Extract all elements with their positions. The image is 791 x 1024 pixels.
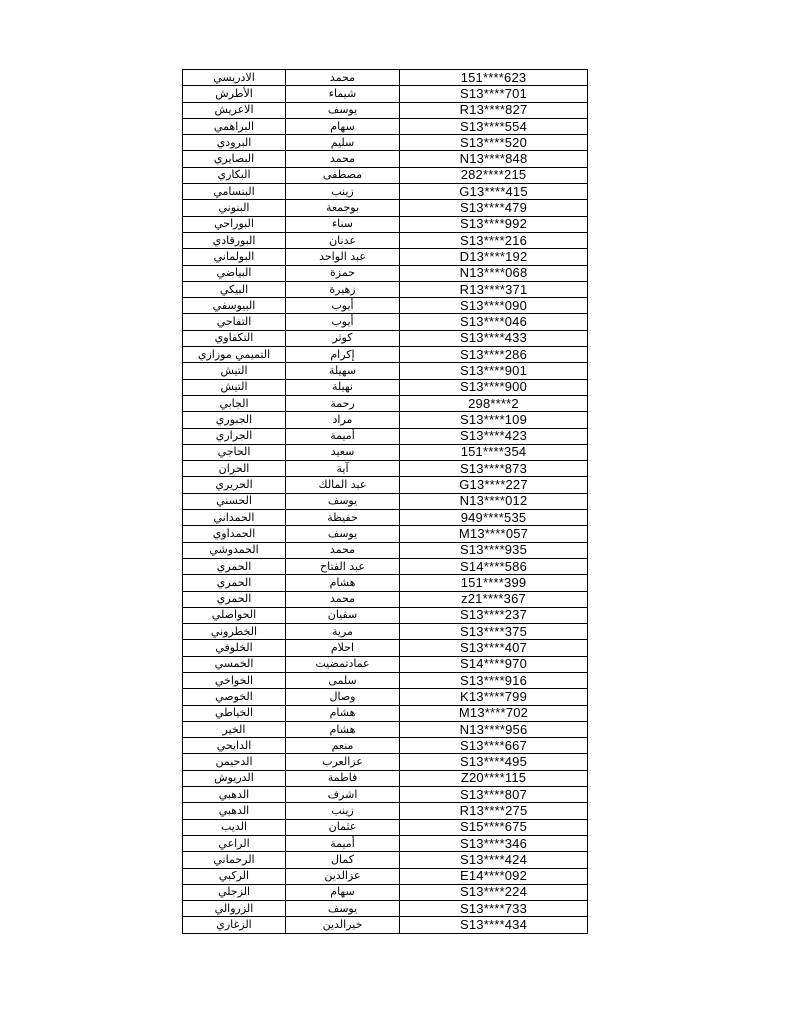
first-name-cell: سلمى: [286, 672, 400, 688]
first-name-cell: يوسف: [286, 901, 400, 917]
table-row: [183, 672, 588, 688]
table-row: [183, 689, 588, 705]
first-name-cell: هشام: [286, 721, 400, 737]
last-name-cell: البورقادي: [183, 232, 286, 248]
last-name-cell: الحمري: [183, 575, 286, 591]
last-name-cell: الدحيمن: [183, 754, 286, 770]
last-name-cell: الجبوري: [183, 412, 286, 428]
first-name-cell: هشام: [286, 705, 400, 721]
first-name-cell: وصال: [286, 689, 400, 705]
last-name-cell: الحمداني: [183, 510, 286, 526]
first-name-cell: يوسف: [286, 493, 400, 509]
id-number-cell: S13****237: [400, 607, 588, 623]
id-number-cell: 282****215: [400, 167, 588, 183]
id-number-cell: E14****092: [400, 868, 588, 884]
table-row: [183, 852, 588, 868]
first-name-cell: فاطمة: [286, 770, 400, 786]
id-number-cell: 298****2: [400, 395, 588, 411]
id-number-cell: S13****479: [400, 200, 588, 216]
table-row: [183, 379, 588, 395]
last-name-cell: البنسامي: [183, 184, 286, 200]
table-row: [183, 526, 588, 542]
first-name-cell: إكرام: [286, 347, 400, 363]
table-row: [183, 428, 588, 444]
last-name-cell: التفاحي: [183, 314, 286, 330]
table-row: [183, 167, 588, 183]
last-name-cell: الحواصلي: [183, 607, 286, 623]
id-number-cell: 151****623: [400, 70, 588, 86]
table-row: [183, 135, 588, 151]
id-number-cell: S13****046: [400, 314, 588, 330]
table-row: [183, 493, 588, 509]
first-name-cell: محمد: [286, 151, 400, 167]
table-row: [183, 558, 588, 574]
table-row: [183, 232, 588, 248]
last-name-cell: الرحماني: [183, 852, 286, 868]
id-number-cell: N13****068: [400, 265, 588, 281]
table-row: [183, 607, 588, 623]
id-number-cell: N13****848: [400, 151, 588, 167]
table-row: [183, 542, 588, 558]
id-number-cell: S13****286: [400, 347, 588, 363]
table-row: [183, 363, 588, 379]
last-name-cell: الحمري: [183, 558, 286, 574]
first-name-cell: منعم: [286, 738, 400, 754]
first-name-cell: محمد: [286, 591, 400, 607]
table-row: [183, 624, 588, 640]
last-name-cell: التيش: [183, 379, 286, 395]
id-number-cell: S13****992: [400, 216, 588, 232]
last-name-cell: الدريوش: [183, 770, 286, 786]
last-name-cell: الحران: [183, 461, 286, 477]
first-name-cell: سهام: [286, 118, 400, 134]
table-row: [183, 298, 588, 314]
table-row: [183, 803, 588, 819]
table-body: [183, 70, 588, 934]
id-number-cell: S13****873: [400, 461, 588, 477]
id-number-cell: S13****407: [400, 640, 588, 656]
table-row: [183, 901, 588, 917]
first-name-cell: مراد: [286, 412, 400, 428]
last-name-cell: البيوسفي: [183, 298, 286, 314]
first-name-cell: نهيلة: [286, 379, 400, 395]
last-name-cell: البيكي: [183, 281, 286, 297]
table-row: [183, 395, 588, 411]
last-name-cell: الحمداوي: [183, 526, 286, 542]
id-number-cell: S13****733: [400, 901, 588, 917]
first-name-cell: عمادتمضيت: [286, 656, 400, 672]
id-number-cell: K13****799: [400, 689, 588, 705]
last-name-cell: الحسني: [183, 493, 286, 509]
id-number-cell: N13****956: [400, 721, 588, 737]
table-row: [183, 656, 588, 672]
id-number-cell: S13****701: [400, 86, 588, 102]
first-name-cell: آية: [286, 461, 400, 477]
id-number-cell: R13****275: [400, 803, 588, 819]
table-row: [183, 281, 588, 297]
last-name-cell: البنوني: [183, 200, 286, 216]
id-number-cell: R13****371: [400, 281, 588, 297]
first-name-cell: عبد المالك: [286, 477, 400, 493]
first-name-cell: اشرف: [286, 787, 400, 803]
id-number-cell: S13****090: [400, 298, 588, 314]
first-name-cell: سليم: [286, 135, 400, 151]
id-number-cell: S13****109: [400, 412, 588, 428]
first-name-cell: عبد الواحد: [286, 249, 400, 265]
table-row: [183, 917, 588, 933]
first-name-cell: حمزة: [286, 265, 400, 281]
id-number-cell: S15****675: [400, 819, 588, 835]
id-number-cell: 949****535: [400, 510, 588, 526]
table-row: [183, 265, 588, 281]
last-name-cell: الحريري: [183, 477, 286, 493]
table-row: [183, 477, 588, 493]
id-number-cell: S13****423: [400, 428, 588, 444]
last-name-cell: الأطرش: [183, 86, 286, 102]
table-row: [183, 200, 588, 216]
id-number-cell: R13****827: [400, 102, 588, 118]
first-name-cell: مرية: [286, 624, 400, 640]
last-name-cell: البصايري: [183, 151, 286, 167]
last-name-cell: الخواخي: [183, 672, 286, 688]
last-name-cell: التيش: [183, 363, 286, 379]
last-name-cell: التكفاوي: [183, 330, 286, 346]
last-name-cell: البرودي: [183, 135, 286, 151]
id-number-cell: S13****667: [400, 738, 588, 754]
id-number-cell: N13****012: [400, 493, 588, 509]
last-name-cell: البياضي: [183, 265, 286, 281]
id-number-cell: S13****495: [400, 754, 588, 770]
first-name-cell: سفيان: [286, 607, 400, 623]
first-name-cell: محمد: [286, 70, 400, 86]
table-row: [183, 591, 588, 607]
id-number-cell: S14****970: [400, 656, 588, 672]
id-number-cell: S13****901: [400, 363, 588, 379]
first-name-cell: أميمة: [286, 428, 400, 444]
table-row: [183, 868, 588, 884]
id-number-cell: 151****354: [400, 444, 588, 460]
table-row: [183, 216, 588, 232]
id-number-cell: S13****424: [400, 852, 588, 868]
id-number-cell: S13****935: [400, 542, 588, 558]
last-name-cell: الدايحي: [183, 738, 286, 754]
table-row: [183, 102, 588, 118]
last-name-cell: الحاجي: [183, 444, 286, 460]
table-row: [183, 330, 588, 346]
last-name-cell: الزغاري: [183, 917, 286, 933]
last-name-cell: البكاري: [183, 167, 286, 183]
first-name-cell: عبد الفتاح: [286, 558, 400, 574]
id-number-cell: S13****375: [400, 624, 588, 640]
table-row: [183, 640, 588, 656]
table-row: [183, 510, 588, 526]
first-name-cell: حفيظة: [286, 510, 400, 526]
id-number-cell: S13****433: [400, 330, 588, 346]
id-number-cell: z21****367: [400, 591, 588, 607]
last-name-cell: الخياطي: [183, 705, 286, 721]
last-name-cell: التميمي موزازي: [183, 347, 286, 363]
first-name-cell: أيوب: [286, 298, 400, 314]
last-name-cell: الخمسي: [183, 656, 286, 672]
first-name-cell: يوسف: [286, 102, 400, 118]
table-row: [183, 787, 588, 803]
table-row: [183, 461, 588, 477]
student-list-table: [182, 69, 588, 934]
first-name-cell: خيرالدين: [286, 917, 400, 933]
first-name-cell: يوسف: [286, 526, 400, 542]
first-name-cell: أيوب: [286, 314, 400, 330]
table-row: [183, 835, 588, 851]
id-number-cell: S13****807: [400, 787, 588, 803]
table-row: [183, 738, 588, 754]
id-number-cell: S14****586: [400, 558, 588, 574]
first-name-cell: سهيلة: [286, 363, 400, 379]
table-row: [183, 412, 588, 428]
id-number-cell: S13****216: [400, 232, 588, 248]
first-name-cell: رحمة: [286, 395, 400, 411]
table-row: [183, 70, 588, 86]
table-row: [183, 770, 588, 786]
table-row: [183, 444, 588, 460]
table-row: [183, 705, 588, 721]
last-name-cell: الخير: [183, 721, 286, 737]
last-name-cell: الزروالي: [183, 901, 286, 917]
table-row: [183, 151, 588, 167]
id-number-cell: S13****224: [400, 884, 588, 900]
last-name-cell: الخلوفي: [183, 640, 286, 656]
first-name-cell: سناء: [286, 216, 400, 232]
last-name-cell: الجابي: [183, 395, 286, 411]
last-name-cell: الديب: [183, 819, 286, 835]
last-name-cell: الخطروني: [183, 624, 286, 640]
table-row: [183, 118, 588, 134]
table-row: [183, 819, 588, 835]
first-name-cell: عثمان: [286, 819, 400, 835]
last-name-cell: الادريسي: [183, 70, 286, 86]
last-name-cell: البراهمي: [183, 118, 286, 134]
table-row: [183, 314, 588, 330]
last-name-cell: الدهبي: [183, 787, 286, 803]
id-number-cell: S13****916: [400, 672, 588, 688]
first-name-cell: زينب: [286, 184, 400, 200]
table-row: [183, 754, 588, 770]
table-row: [183, 86, 588, 102]
first-name-cell: عدنان: [286, 232, 400, 248]
id-number-cell: S13****520: [400, 135, 588, 151]
first-name-cell: سهام: [286, 884, 400, 900]
first-name-cell: محمد: [286, 542, 400, 558]
id-number-cell: S13****434: [400, 917, 588, 933]
first-name-cell: هشام: [286, 575, 400, 591]
table-row: [183, 184, 588, 200]
id-number-cell: S13****346: [400, 835, 588, 851]
table-row: [183, 884, 588, 900]
first-name-cell: بوجمعة: [286, 200, 400, 216]
id-number-cell: 151****399: [400, 575, 588, 591]
table-row: [183, 721, 588, 737]
id-number-cell: G13****227: [400, 477, 588, 493]
last-name-cell: البوراحي: [183, 216, 286, 232]
first-name-cell: عزالعرب: [286, 754, 400, 770]
first-name-cell: سعيد: [286, 444, 400, 460]
first-name-cell: عزالدين: [286, 868, 400, 884]
last-name-cell: الاعريش: [183, 102, 286, 118]
id-number-cell: S13****900: [400, 379, 588, 395]
first-name-cell: كمال: [286, 852, 400, 868]
id-number-cell: D13****192: [400, 249, 588, 265]
table-row: [183, 347, 588, 363]
last-name-cell: الدهبي: [183, 803, 286, 819]
id-number-cell: M13****702: [400, 705, 588, 721]
last-name-cell: الزجلي: [183, 884, 286, 900]
last-name-cell: الركبي: [183, 868, 286, 884]
last-name-cell: الخوصي: [183, 689, 286, 705]
first-name-cell: احلام: [286, 640, 400, 656]
id-number-cell: Z20****115: [400, 770, 588, 786]
table-row: [183, 249, 588, 265]
table-row: [183, 575, 588, 591]
first-name-cell: شيماء: [286, 86, 400, 102]
first-name-cell: زينب: [286, 803, 400, 819]
id-number-cell: G13****415: [400, 184, 588, 200]
id-number-cell: S13****554: [400, 118, 588, 134]
last-name-cell: الجراري: [183, 428, 286, 444]
last-name-cell: الحمري: [183, 591, 286, 607]
last-name-cell: الراعي: [183, 835, 286, 851]
last-name-cell: الحمدوشي: [183, 542, 286, 558]
first-name-cell: كوثر: [286, 330, 400, 346]
id-number-cell: M13****057: [400, 526, 588, 542]
first-name-cell: مصطفى: [286, 167, 400, 183]
last-name-cell: البولماني: [183, 249, 286, 265]
first-name-cell: أميمة: [286, 835, 400, 851]
first-name-cell: زهيرة: [286, 281, 400, 297]
